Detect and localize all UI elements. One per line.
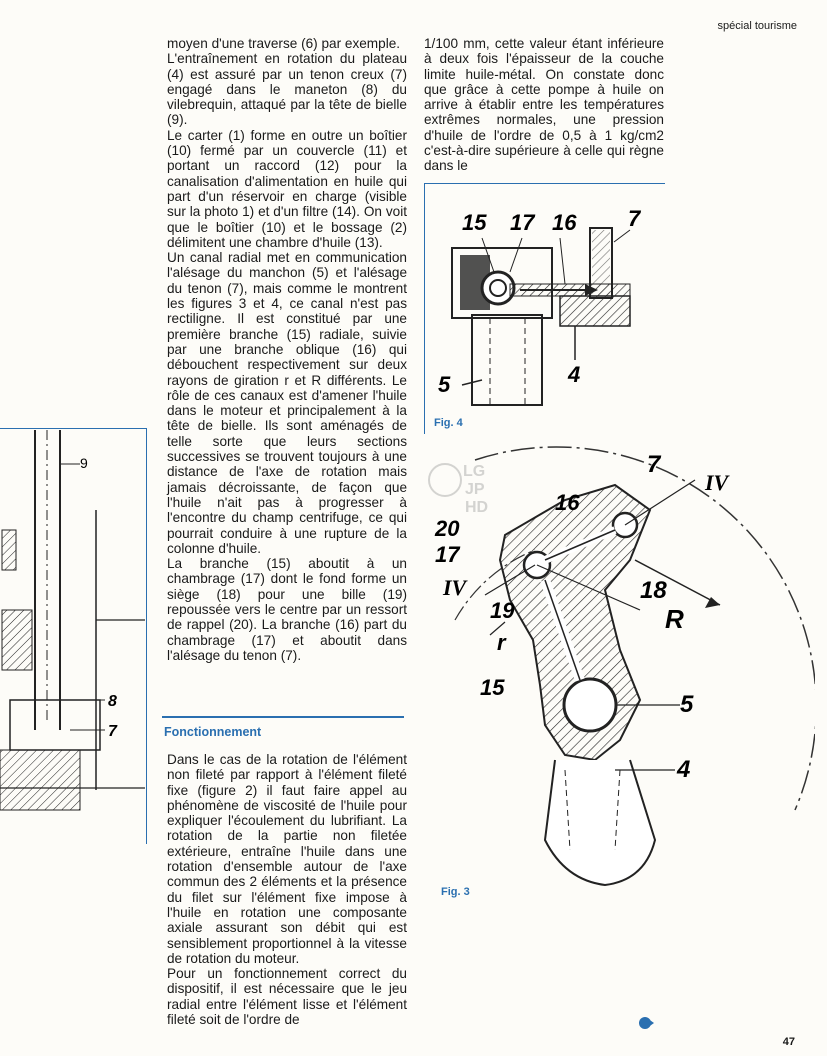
fig3-label-19: 19 — [490, 598, 515, 623]
fig3-label-4: 4 — [677, 756, 691, 783]
running-header: spécial tourisme — [717, 20, 797, 32]
fig3-label-16: 16 — [555, 490, 580, 515]
figure-3-drawing — [415, 440, 815, 900]
section-title: Fonctionnement — [164, 725, 262, 739]
paragraph: La branche (15) aboutit à un chambrage (17) dont le fond forme un siège (18) pour une bille (19) repoussée vers le centre par un ressort de rappel (20). La branche (16) part du chambrage (17) et aboutit dans l'alésage du tenon (7). — [167, 556, 407, 663]
paragraph: L'entraînement en rotation du plateau (4) est assuré par un tenon creux (7) engagé dans le maneton (8) du vilebrequin, attaqué par la tête de bielle (9). — [167, 51, 407, 128]
fig3-label-20: 20 — [435, 516, 460, 541]
page-number: 47 — [782, 1036, 795, 1048]
fig4-label-17: 17 — [510, 210, 535, 235]
fig4-label-15: 15 — [462, 210, 487, 235]
fig3-label-IV-left: IV — [443, 575, 467, 600]
fig4-label-16: 16 — [552, 210, 577, 235]
fig4-label-4: 4 — [568, 362, 581, 387]
section-rule — [162, 716, 404, 718]
paragraph: moyen d'une traverse (6) par exemple. — [167, 36, 401, 51]
fig3-label-r: r — [497, 630, 506, 655]
text-column-1 — [167, 36, 407, 663]
fig4-label-7: 7 — [628, 206, 641, 231]
fig3-label-7: 7 — [647, 451, 661, 478]
figure-3-caption: Fig. 3 — [441, 886, 470, 898]
figure-left-drawing — [0, 430, 145, 840]
paragraph: Dans le cas de la rotation de l'élément non fileté par rapport à l'élément fileté fixe (figure 2) il faut faire appel au phénomène de viscosité de l'huile pour expliquer l'écoulement du lubrifiant. La rotation de la partie non filetée extérieure, entraîne l'huile dans une rotation d'ensemble autour de l'axe commun des 2 éléments et la présence du filet sur l'élément fixe impose à l'huile en rotation une composante axiale assurant son débit qui est sensiblement proportionnel à la vitesse de rotation du moteur. — [167, 752, 407, 966]
text-column-2 — [424, 36, 664, 174]
fig4-label-5: 5 — [438, 372, 451, 397]
figleft-label-9: 9 — [80, 455, 88, 471]
figure-4-drawing — [430, 200, 650, 415]
fig3-label-18: 18 — [640, 577, 667, 604]
svg-text:JP: JP — [465, 481, 485, 498]
watermark-logo — [429, 463, 488, 516]
text-column-3 — [167, 752, 407, 1027]
figure-4-caption: Fig. 4 — [434, 417, 463, 429]
fig3-label-5: 5 — [680, 691, 694, 718]
paragraph: Le carter (1) forme en outre un boîtier (10) fermé par un couvercle (11) et portant un raccord (12) pour la canalisation d'alimentation en huile qui part d'un réservoir en charge (visible sur la photo 1) et d'un filtre (14). On voit que le boîtier (10) et le bossage (2) délimitent une chambre d'huile (13). — [167, 127, 407, 250]
paragraph: 1/100 mm, cette valeur étant inférieure à deux fois l'épaisseur de la couche limite huile-métal. On constate donc que grâce à cette pompe à huile on arrive à établir entre les températures extrêmes normales, une pression d'huile de l'ordre de 0,5 à 1 kg/cm2 c'est-à-dire supérieure à celle qui règne dans le — [424, 36, 664, 174]
continue-arrow-icon — [638, 1016, 654, 1030]
svg-text:LG: LG — [463, 463, 486, 480]
svg-text:HD: HD — [465, 499, 489, 516]
fig3-label-IV-top: IV — [705, 470, 729, 495]
fig3-label-17: 17 — [435, 542, 460, 567]
fig3-label-R: R — [665, 604, 684, 634]
paragraph: Un canal radial met en communication l'alésage du manchon (5) et l'alésage du tenon (7), mais comme le montrent les figures 3 et 4, ce canal n'est pas rectiligne. Il est constitué par une première branche (15) radiale, suivie par une branche oblique (16) qui débouchent respectivement sur deux rayons de giration r et R différents. Le rôle de ces canaux est d'amener l'huile dans le moteur et principalement à la tête de bielle. Ils sont aménagés de telle sorte que leurs sections successives se trouvent toujours à une distance de l'axe de rotation mais jamais décroissante, de façon que l'huile n'ait pas à progresser à l'encontre du champ centrifuge, ce qui pourrait conduire à une rupture de la colonne d'huile. — [167, 250, 407, 556]
fig3-label-15: 15 — [480, 675, 505, 700]
figleft-label-7: 7 — [108, 723, 117, 740]
figleft-label-8: 8 — [108, 693, 117, 710]
paragraph: Pour un fonctionnement correct du dispositif, il est nécessaire que le jeu radial entre l'élément lisse et l'élément fileté soit de l'ordre de — [167, 966, 407, 1028]
